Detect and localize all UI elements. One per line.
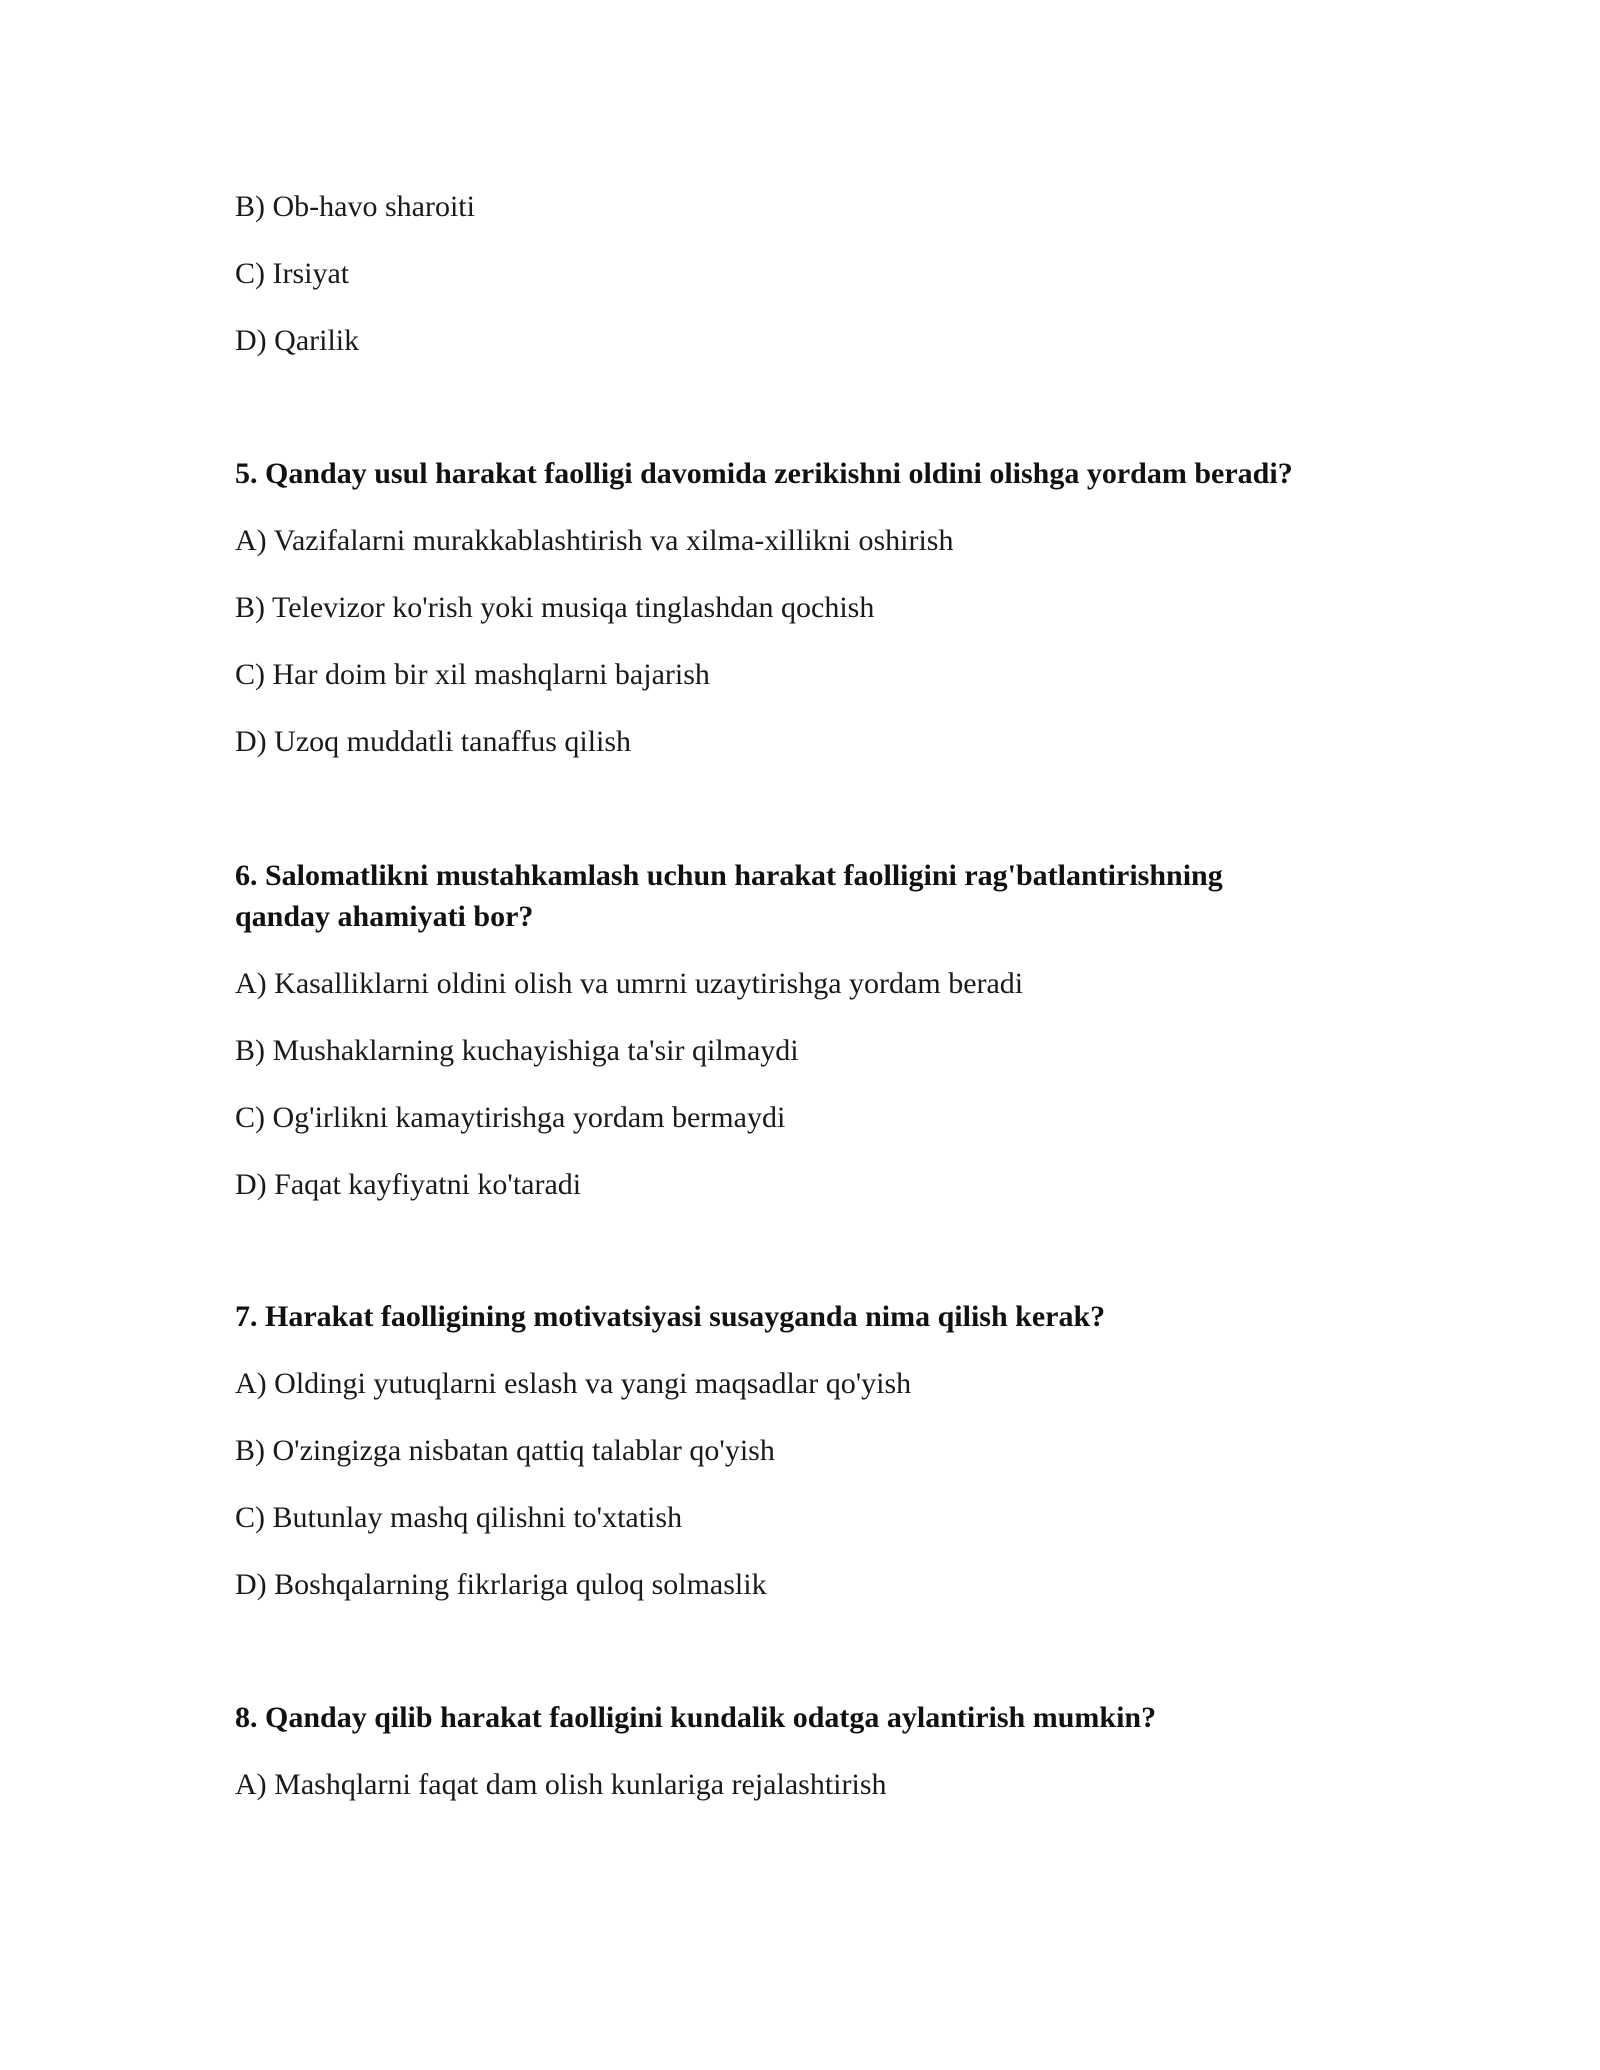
q8-question: 8. Qanday qilib harakat faolligini kundalik odatga aylantirish mumkin?: [235, 1701, 1157, 1734]
q7-question: 7. Harakat faolligining motivatsiyasi susayganda nima qilish kerak?: [235, 1300, 1106, 1333]
q4-option-c: C) Irsiyat: [235, 257, 350, 290]
q5-option-c: C) Har doim bir xil mashqlarni bajarish: [235, 658, 710, 691]
q6-question-line2: qanday ahamiyati bor?: [235, 900, 534, 933]
q6-option-c: C) Og'irlikni kamaytirishga yordam bermaydi: [235, 1101, 786, 1134]
q4-option-b: B) Ob-havo sharoiti: [235, 190, 475, 223]
q7-option-b: B) O'zingizga nisbatan qattiq talablar qo'yish: [235, 1434, 775, 1467]
q5-option-b: B) Televizor ko'rish yoki musiqa tinglashdan qochish: [235, 591, 875, 624]
q8-option-a: A) Mashqlarni faqat dam olish kunlariga rejalashtirish: [235, 1768, 887, 1801]
q4-option-d: D) Qarilik: [235, 324, 360, 357]
q6-option-d: D) Faqat kayfiyatni ko'taradi: [235, 1168, 582, 1201]
q5-option-a: A) Vazifalarni murakkablashtirish va xilma-xillikni oshirish: [235, 524, 954, 557]
q5-option-d: D) Uzoq muddatli tanaffus qilish: [235, 725, 632, 758]
q6-option-a: A) Kasalliklarni oldini olish va umrni uzaytirishga yordam beradi: [235, 967, 1024, 1000]
q7-option-c: C) Butunlay mashq qilishni to'xtatish: [235, 1501, 683, 1534]
q6-option-b: B) Mushaklarning kuchayishiga ta'sir qilmaydi: [235, 1034, 799, 1067]
q6-question-line1: 6. Salomatlikni mustahkamlash uchun harakat faolligini rag'batlantirishning: [235, 859, 1223, 892]
q7-option-d: D) Boshqalarning fikrlariga quloq solmaslik: [235, 1568, 767, 1601]
q5-question: 5. Qanday usul harakat faolligi davomida zerikishni oldini olishga yordam beradi?: [235, 457, 1293, 490]
q7-option-a: A) Oldingi yutuqlarni eslash va yangi maqsadlar qo'yish: [235, 1367, 912, 1400]
